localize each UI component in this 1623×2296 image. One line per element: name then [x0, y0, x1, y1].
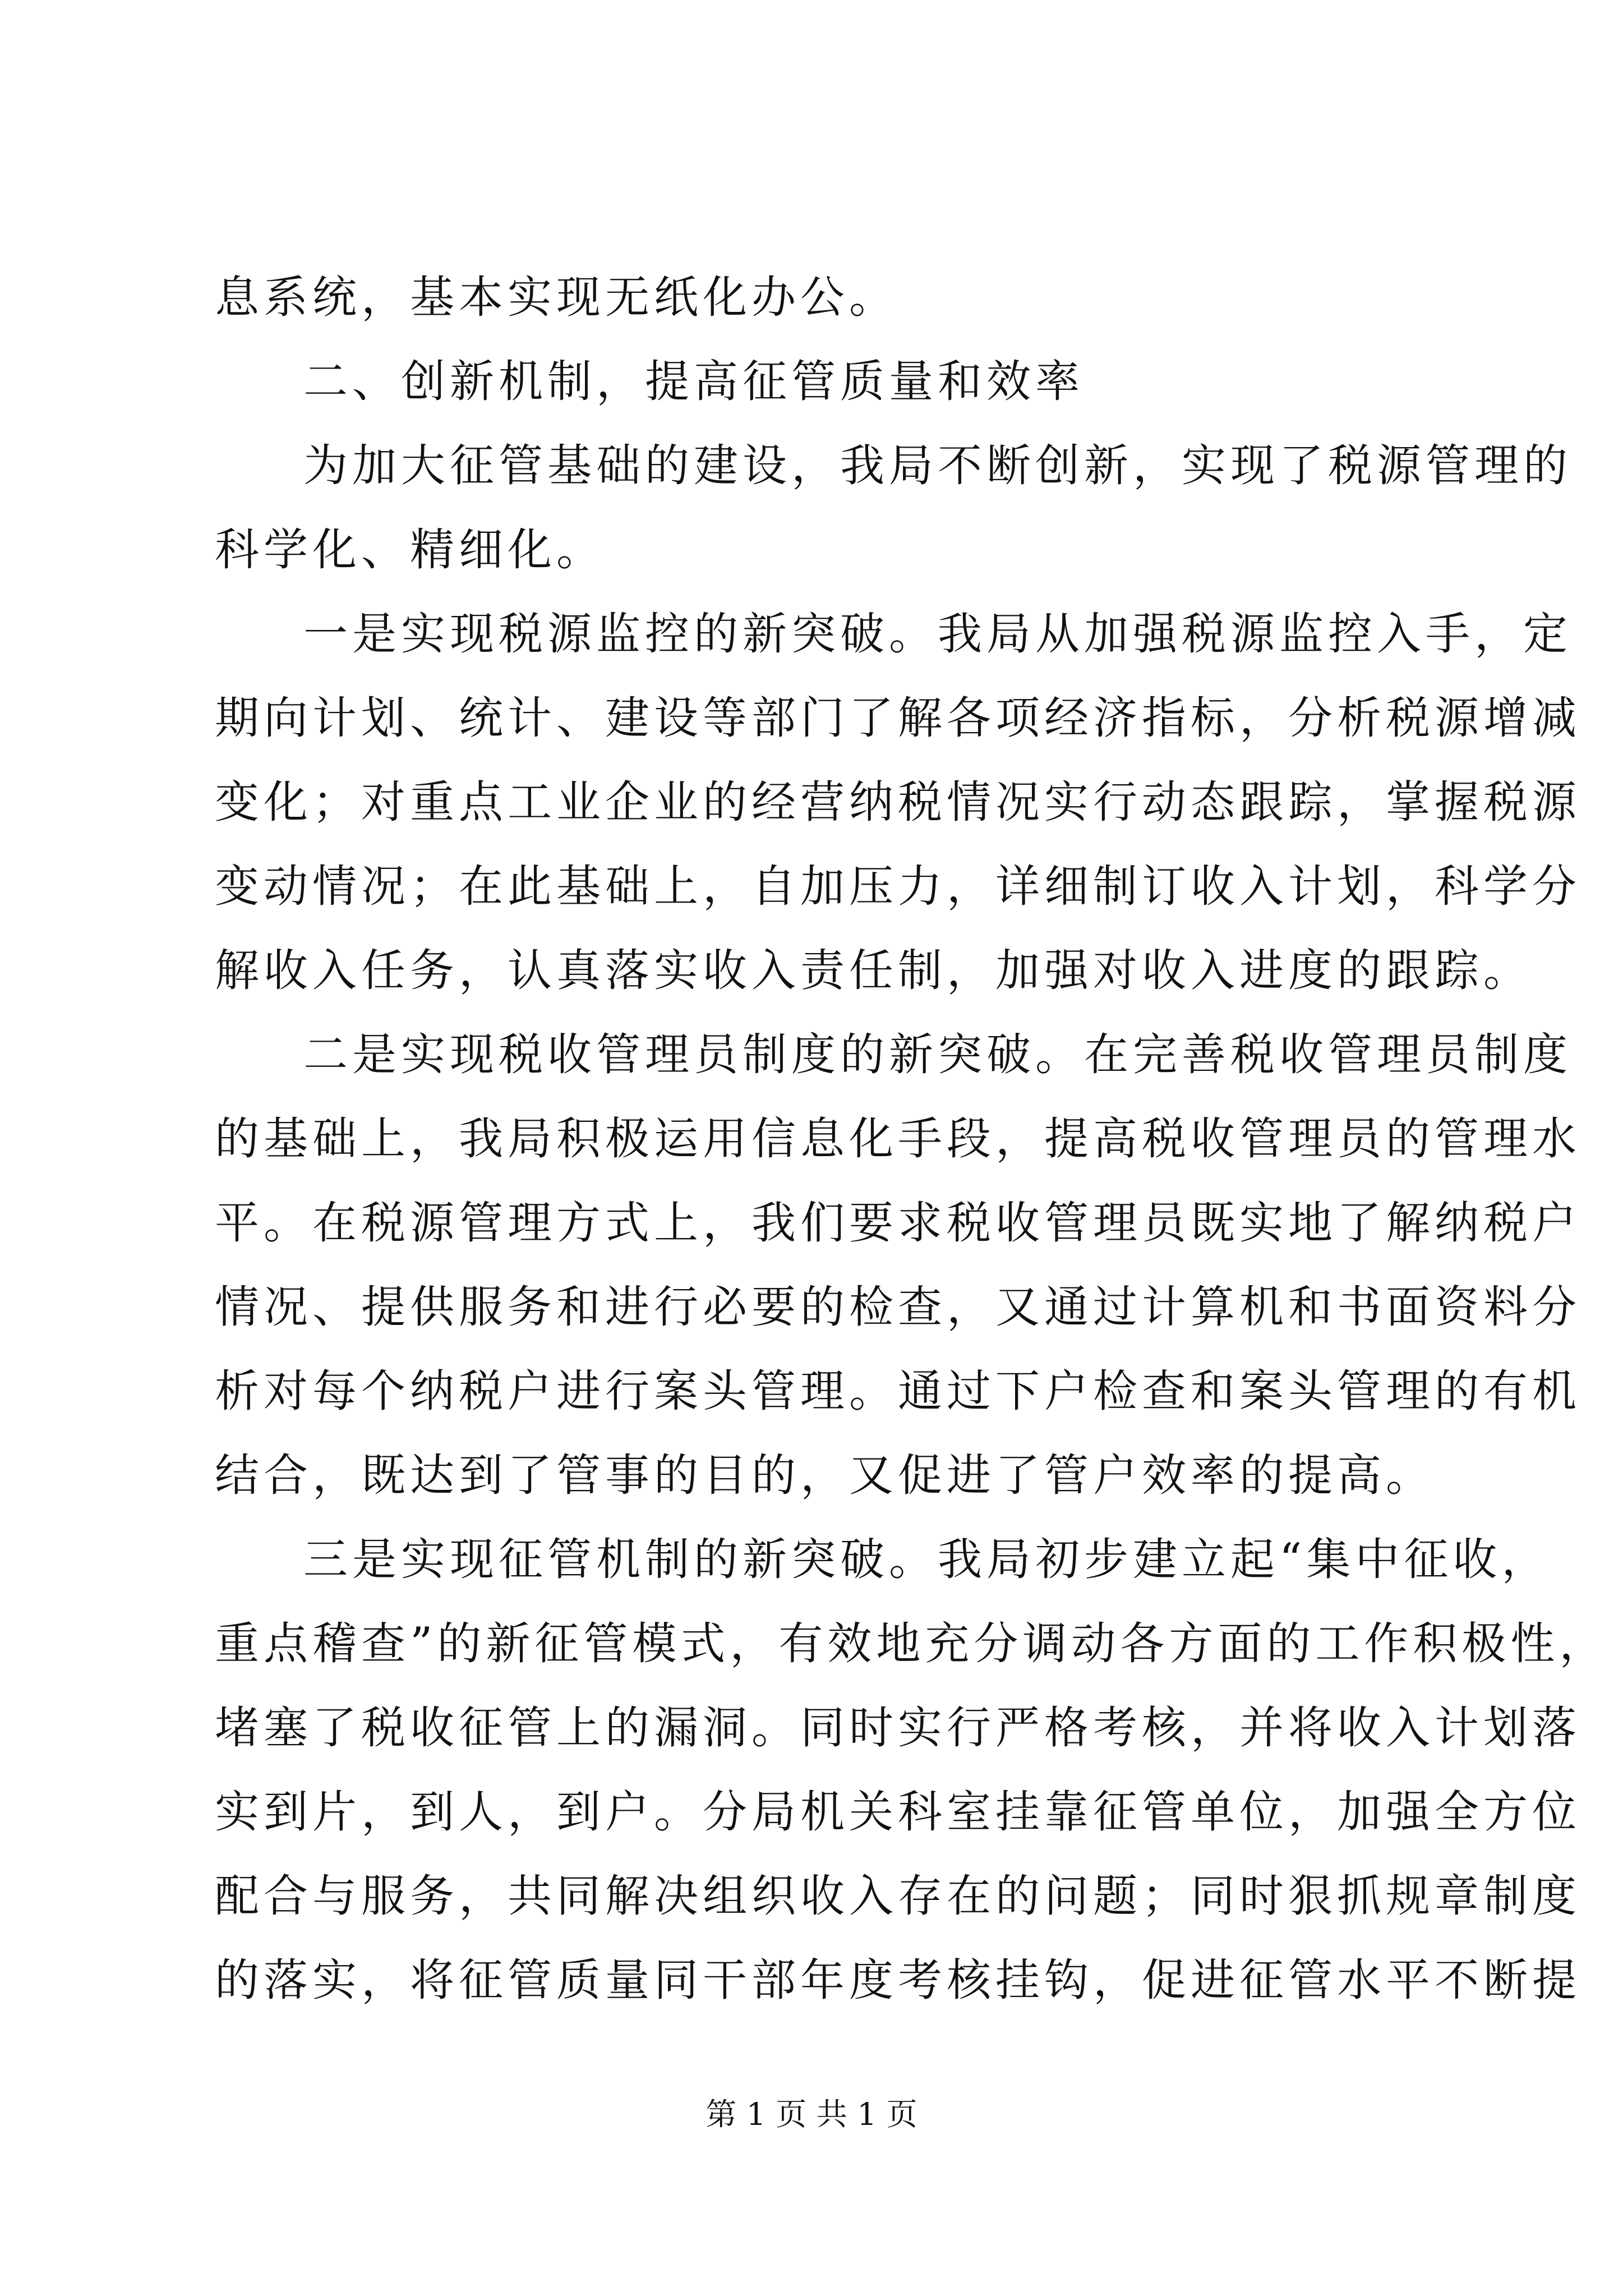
text-line: 的 基 础 上 ， 我 局 积 极 运 用 信 息 化 手 段 ， 提 高 税 收 管 理 员 的 管 理 水	[215, 1113, 1581, 1165]
text-line: 息系统，基本实现无纸化办公。	[215, 272, 898, 323]
page-footer: 第 1 页 共 1 页	[706, 2096, 917, 2132]
text-line: 三 是 实 现 征 管 机 制 的 新 突 破 。 我 局 初 步 建 立 起 “ 集 中 征 收 ，	[303, 1534, 1551, 1585]
text-line: 解收入任务，认真落实收入责任制，加强对收入进度的跟踪。	[215, 945, 1532, 996]
text-line: 堵 塞 了 税 收 征 管 上 的 漏 洞 。 同 时 实 行 严 格 考 核 ， 并 将 收 入 计 划 落	[215, 1702, 1581, 1754]
text-line: 的 落 实 ， 将 征 管 质 量 同 干 部 年 度 考 核 挂 钩 ， 促 进 征 管 水 平 不 断 提	[215, 1954, 1581, 2006]
text-line: 结合，既达到了管事的目的，又促进了管户效率的提高。	[215, 1450, 1435, 1501]
text-line: 科学化、精细化。	[215, 524, 605, 576]
text-line: 实 到 片 ， 到 人 ， 到 户 。 分 局 机 关 科 室 挂 靠 征 管 单 位 ， 加 强 全 方 位	[215, 1786, 1581, 1838]
text-line: 情 况 、 提 供 服 务 和 进 行 必 要 的 检 查 ， 又 通 过 计 算 机 和 书 面 资 料 分	[215, 1281, 1581, 1333]
text-line: 变 动 情 况 ； 在 此 基 础 上 ， 自 加 压 力 ， 详 细 制 订 收 入 计 划 ， 科 学 分	[215, 861, 1581, 912]
text-line: 期 向 计 划 、 统 计 、 建 设 等 部 门 了 解 各 项 经 济 指 标 ， 分 析 税 源 增 减	[215, 692, 1581, 744]
text-line: 一 是 实 现 税 源 监 控 的 新 突 破 。 我 局 从 加 强 税 源 监 控 入 手 ， 定	[303, 608, 1572, 660]
text-line: 变 化 ； 对 重 点 工 业 企 业 的 经 营 纳 税 情 况 实 行 动 态 跟 踪 ， 掌 握 税 源	[215, 776, 1581, 828]
text-line: 二、创新机制，提高征管质量和效率	[303, 356, 1084, 407]
text-line: 二 是 实 现 税 收 管 理 员 制 度 的 新 突 破 。 在 完 善 税 收 管 理 员 制 度	[303, 1029, 1572, 1080]
text-line: 配 合 与 服 务 ， 共 同 解 决 组 织 收 入 存 在 的 问 题 ； 同 时 狠 抓 规 章 制 度	[215, 1870, 1581, 1922]
text-line: 平 。 在 税 源 管 理 方 式 上 ， 我 们 要 求 税 收 管 理 员 既 实 地 了 解 纳 税 户	[215, 1197, 1581, 1249]
text-line: 为 加 大 征 管 基 础 的 建 设 ， 我 局 不 断 创 新 ， 实 现 了 税 源 管 理 的	[303, 440, 1572, 491]
document-body	[215, 255, 1608, 2022]
text-line: 重 点 稽 查 ” 的 新 征 管 模 式 ， 有 效 地 充 分 调 动 各 方 面 的 工 作 积 极 性 ，	[215, 1618, 1608, 1669]
text-line: 析 对 每 个 纳 税 户 进 行 案 头 管 理 。 通 过 下 户 检 查 和 案 头 管 理 的 有 机	[215, 1365, 1581, 1417]
